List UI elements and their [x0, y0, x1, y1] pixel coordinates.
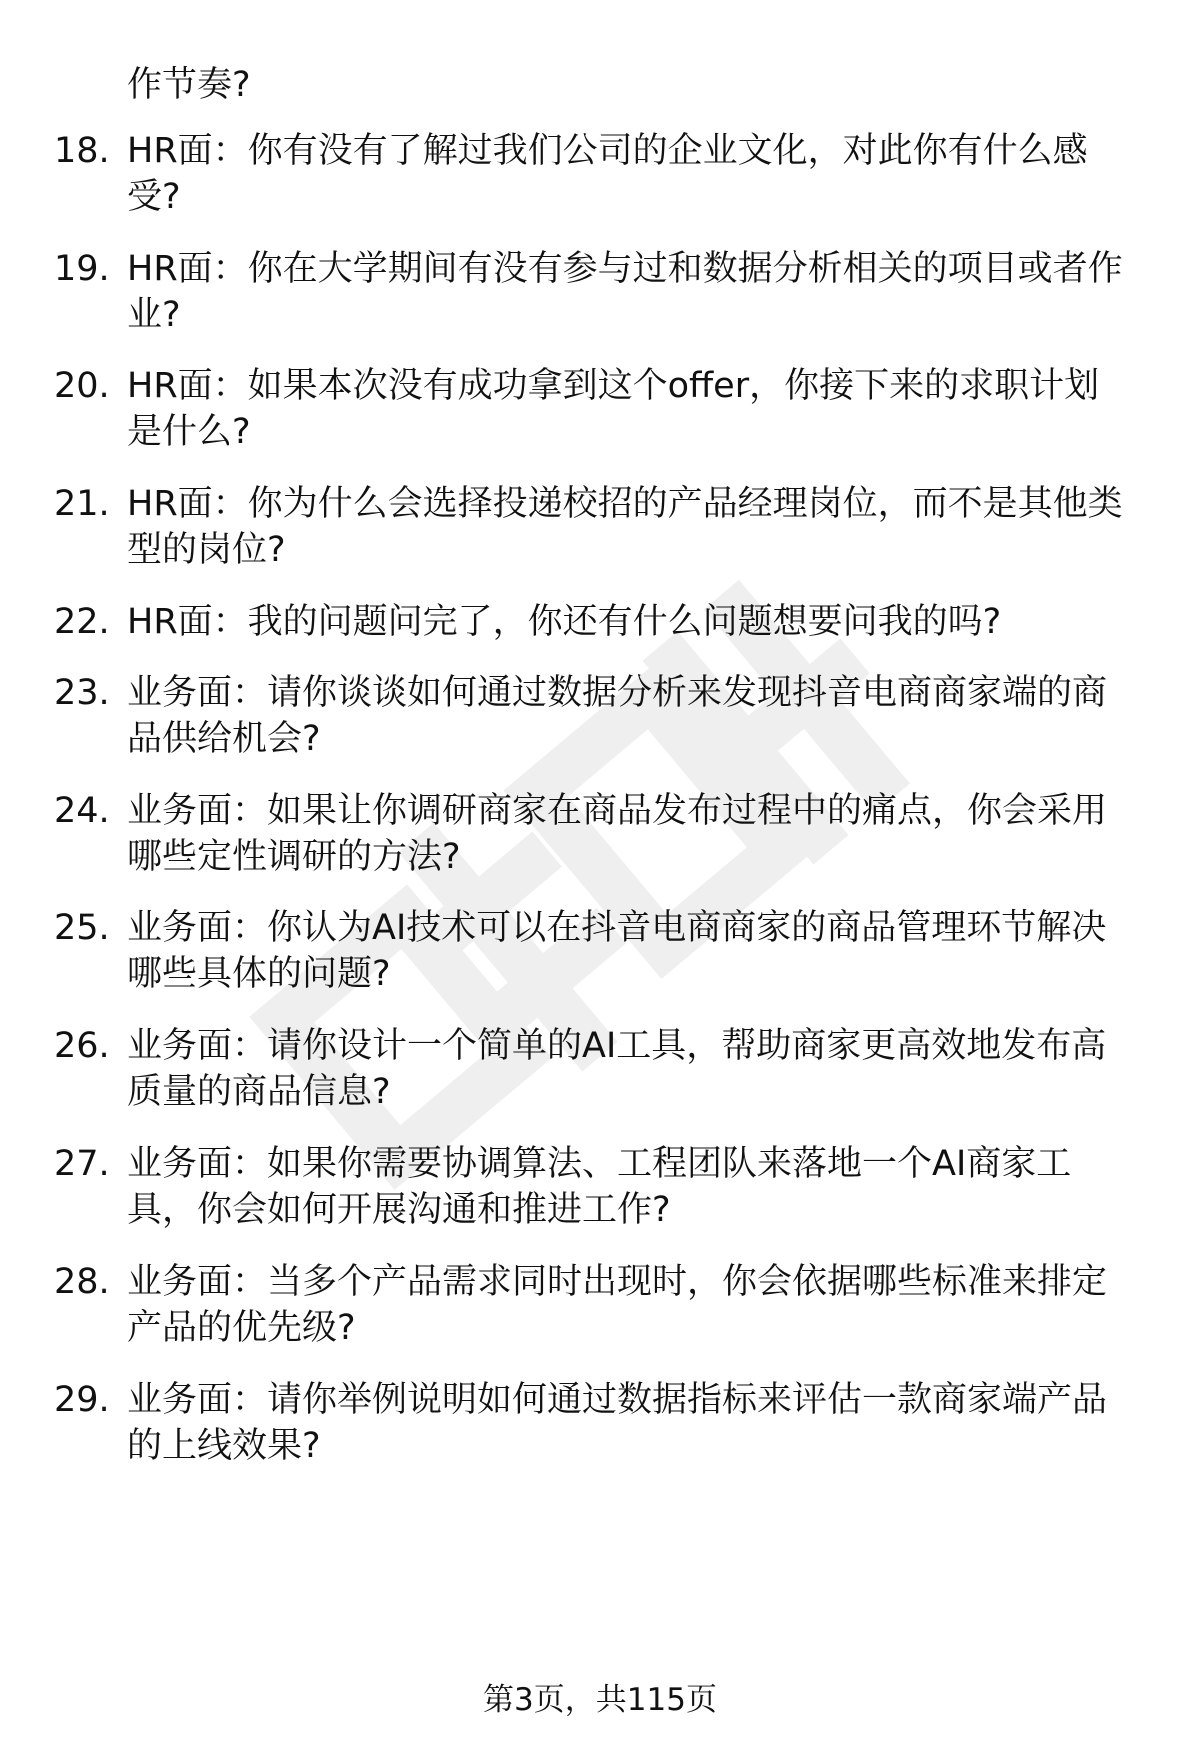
item-text	[127, 670, 1177, 762]
item-text	[127, 1377, 1177, 1469]
item-number: 18.	[54, 131, 110, 171]
item-text-line: HR面：我的问题问完了，你还有什么问题想要问我的吗?	[127, 602, 1002, 642]
continuation-line: 作节奏?	[127, 65, 251, 105]
item-text-line: 业务面：请你举例说明如何通过数据指标来评估一款商家端产品	[127, 1380, 1108, 1420]
item-text-line: 业务面：你认为AI技术可以在抖音电商商家的商品管理环节解决	[127, 908, 1107, 948]
item-text	[127, 363, 1177, 455]
item-text-line: 哪些具体的问题?	[127, 954, 391, 994]
item-text	[127, 788, 1177, 880]
item-text-line: HR面：如果本次没有成功拿到这个offer，你接下来的求职计划	[127, 366, 1100, 406]
item-text	[127, 481, 1177, 573]
item-number: 28.	[54, 1262, 110, 1302]
item-text-line: 业务面：如果让你调研商家在商品发布过程中的痛点，你会采用	[127, 791, 1108, 831]
item-text	[127, 1023, 1177, 1115]
item-text-line: 业务面：请你设计一个简单的AI工具，帮助商家更高效地发布高	[127, 1026, 1107, 1066]
page-footer: 第3页，共115页	[483, 1682, 717, 1718]
item-text	[127, 128, 1177, 220]
item-number: 21.	[54, 484, 110, 524]
item-text-line: 业务面：如果你需要协调算法、工程团队来落地一个AI商家工	[127, 1144, 1072, 1184]
item-text-line: 品供给机会?	[127, 719, 321, 759]
item-text-line: 型的岗位?	[127, 530, 286, 570]
item-text-line: 哪些定性调研的方法?	[127, 837, 461, 877]
item-number: 23.	[54, 673, 110, 713]
item-number: 19.	[54, 249, 110, 289]
item-text-line: 业务面：当多个产品需求同时出现时，你会依据哪些标准来排定	[127, 1262, 1108, 1302]
item-text-line: 业务面：请你谈谈如何通过数据分析来发现抖音电商商家端的商	[127, 673, 1108, 713]
item-text	[127, 599, 1177, 645]
item-text	[127, 1141, 1177, 1233]
item-number: 20.	[54, 366, 110, 406]
item-number: 27.	[54, 1144, 110, 1184]
item-text-line: 受?	[127, 177, 181, 217]
item-number: 22.	[54, 602, 110, 642]
item-text	[127, 1259, 1177, 1351]
item-text-line: 的上线效果?	[127, 1426, 321, 1466]
item-number: 25.	[54, 908, 110, 948]
item-text	[127, 905, 1177, 997]
item-text-line: 具，你会如何开展沟通和推进工作?	[127, 1190, 671, 1230]
item-text-line: HR面：你在大学期间有没有参与过和数据分析相关的项目或者作	[127, 249, 1123, 289]
item-number: 24.	[54, 791, 110, 831]
item-text-line: 质量的商品信息?	[127, 1072, 391, 1112]
item-number: 29.	[54, 1380, 110, 1420]
item-text-line: HR面：你有没有了解过我们公司的企业文化，对此你有什么感	[127, 131, 1088, 171]
item-text-line: 产品的优先级?	[127, 1308, 356, 1348]
item-text-line: 业?	[127, 295, 181, 335]
item-text-line: HR面：你为什么会选择投递校招的产品经理岗位，而不是其他类	[127, 484, 1123, 524]
item-text	[127, 246, 1177, 338]
item-text-line: 是什么?	[127, 412, 251, 452]
item-number: 26.	[54, 1026, 110, 1066]
